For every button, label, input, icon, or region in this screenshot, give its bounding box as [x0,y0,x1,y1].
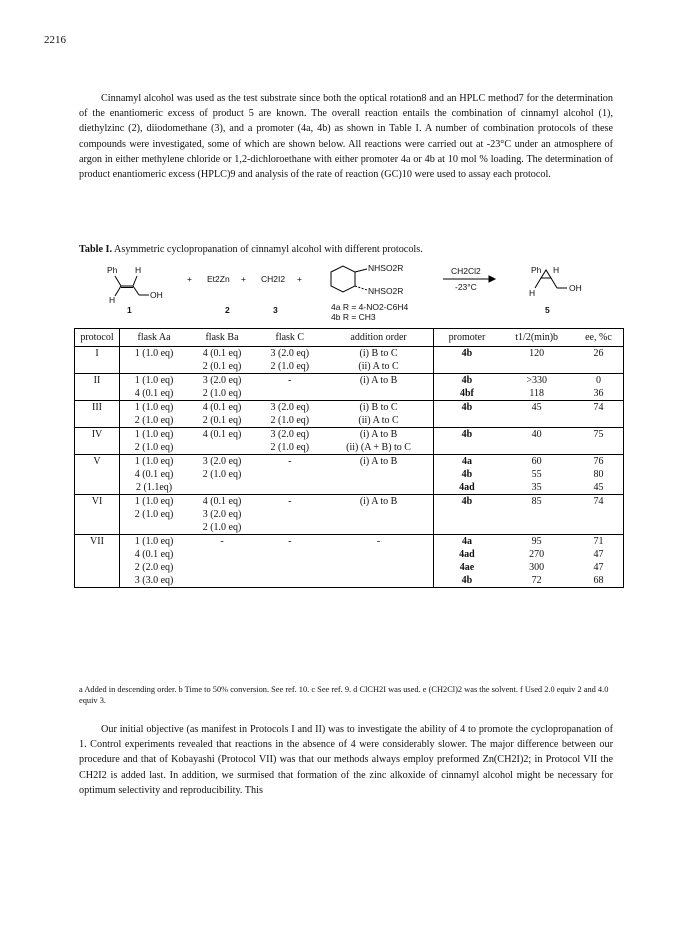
col-header: promoter [434,329,499,347]
table-cell [324,548,434,561]
table-cell [256,574,324,588]
table-cell [499,521,573,535]
table-cell: - [288,536,292,547]
reagent-2: Et2Zn [207,274,230,284]
table-cell: 4 (0.1 eq) [202,429,242,440]
table-row [75,481,624,495]
table-cell [324,561,434,574]
col-header: flask Aa [120,329,189,347]
table-cell [499,508,573,521]
table-cell: 4bf [434,387,499,401]
table-cell [256,548,324,561]
table-cell [574,360,624,374]
table-cell: 2 (0.1 eq) [188,414,256,428]
compound-label-4a: 4a R = 4-NO2-C6H4 [331,302,409,312]
table-header-row [75,329,624,347]
table-cell: 2 (1.1eq) [120,481,189,495]
h-label: H [553,265,560,275]
protocol-cell: III [75,401,120,415]
table-row [75,535,624,549]
col-header: t1/2(min)b [499,329,573,347]
table-cell [256,561,324,574]
page-number: 2216 [44,34,66,46]
table-cell: 0 [574,374,624,388]
compound-label-1: 1 [127,305,132,315]
table-cell [188,481,256,495]
table-cell: 36 [574,387,624,401]
table-cell: 85 [531,496,542,507]
closing-paragraph [79,722,613,798]
table-row [75,574,624,588]
table-cell [574,508,624,521]
table-cell: 4 (0.1 eq) [120,387,189,401]
table-row [75,455,624,469]
table-cell: 4 (0.1 eq) [202,402,242,413]
table-cell: 1 (1.0 eq) [134,348,174,359]
table-row [75,374,624,388]
table-cell: (ii) (A + B) to C [324,441,434,455]
table-cell: - [376,536,381,547]
table-cell: 76 [574,455,624,469]
table-cell [188,574,256,588]
table-cell [499,414,573,428]
protocol-cell [75,548,120,561]
table-cell: 60 [531,456,542,467]
table-cell: 2 (1.0 eq) [120,414,189,428]
protocol-cell: IV [75,428,120,442]
protocol-cell: I [75,347,120,361]
table-cell: 2 (1.0 eq) [120,441,189,455]
compound-label-2: 2 [225,305,230,315]
table-row [75,548,624,561]
table-cell [188,548,256,561]
table-cell: 4b [434,495,499,509]
col-header: protocol [75,329,120,347]
table-cell: (i) A to B [359,456,398,467]
closing-text: Our initial objective (as manifest in Protocols I and II) was to investigate the ability of 4 to promote the cyclopropanation of 1. Control experiments revealed that reactions in the absence of 4 were considerably slower. The major difference between our procedure and that of Kobayashi (Protocol VII) was that our methods always employ preformed Zn(CH2I)2; in Protocol VII the CH2I2 is added last. In addition, we surmised that formation of the zinc alkoxide of cinnamyl alcohol might be necessary for optimum selectivity and reproducibility. This [79,724,613,796]
plus-sign: + [187,274,192,284]
table-cell: 4b [434,401,499,415]
protocol-cell: VII [75,535,120,549]
table-cell: 3 (2.0 eq) [202,509,242,520]
table-footnotes: a Added in descending order. b Time to 50% conversion. See ref. 10. c See ref. 9. d ClCH2I was used. e (CH2Cl)2 was the solvent. f Used 2.0 equiv 2 and 4.0 equiv 3. [79,685,609,705]
promoter-bottom-group: NHSO2R [368,286,404,296]
table-cell: 3 (2.0 eq) [270,348,310,359]
protocol-cell [75,574,120,588]
table-cell: 4 (0.1 eq) [134,549,174,560]
table-cell: 4a [434,455,499,469]
table-cell [499,360,573,374]
intro-paragraph [79,91,613,182]
table-cell: 1 (1.0 eq) [134,375,174,386]
table-row [75,441,624,455]
table-cell [324,574,434,588]
table-cell: 1 (1.0 eq) [134,536,174,547]
table-cell: 47 [574,561,624,574]
table-cell: (i) A to B [359,496,398,507]
table-cell: 80 [574,468,624,481]
table-cell: 55 [531,469,542,480]
table-cell [434,521,499,535]
ph-label: Ph [107,265,118,275]
table-cell [324,468,434,481]
protocol-cell [75,521,120,535]
table-cell: 3 (2.0 eq) [202,456,242,467]
table-cell: >330 [526,375,547,386]
compound-label-4b: 4b R = CH3 [331,312,376,322]
reagent-3: CH2I2 [261,274,286,284]
table-cell: (i) B to C [359,402,398,413]
table-cell: 4a [434,535,499,549]
table-cell: 4b [434,428,499,442]
table-cell: (ii) A to C [324,414,434,428]
table-cell: 3 (2.0 eq) [270,402,310,413]
table-caption [79,244,423,255]
table-row [75,360,624,374]
table-cell [256,468,324,481]
table-cell: 2 (0.1 eq) [188,360,256,374]
table-cell: 26 [574,347,624,361]
protocol-cell [75,468,120,481]
table-cell [434,360,499,374]
reaction-scheme [79,262,613,324]
table-cell: 71 [574,535,624,549]
protocol-cell [75,481,120,495]
table-cell [574,441,624,455]
protocol-cell: V [75,455,120,469]
protocol-cell [75,441,120,455]
table-cell: 2 (1.0 eq) [256,360,324,374]
table-cell [434,414,499,428]
protocol-cell: II [75,374,120,388]
table-row [75,468,624,481]
table-cell: 4 (0.1 eq) [134,469,174,480]
h-label: H [109,295,116,305]
table-cell: 4b [434,374,499,388]
table-cell: 1 (1.0 eq) [134,429,174,440]
protocol-cell [75,360,120,374]
table-cell [188,561,256,574]
col-header: flask Ba [188,329,256,347]
solvent-label: CH2Cl2 [451,266,481,276]
table-row [75,401,624,415]
table-cell [574,521,624,535]
oh-label: OH [569,283,582,293]
table-cell: 2 (1.0 eq) [134,509,174,520]
table-cell: 4b [434,574,499,588]
table-cell: 3 (2.0 eq) [270,429,310,440]
table-cell: 4b [434,468,499,481]
table-cell [434,508,499,521]
ph-label: Ph [531,265,542,275]
protocol-cell [75,561,120,574]
compound-label-5: 5 [545,305,550,315]
plus-sign: + [297,274,302,284]
table-cell [434,441,499,455]
table-cell: (i) A to B [359,429,398,440]
table-cell [324,481,434,495]
h-label: H [529,288,536,298]
table-cell [256,481,324,495]
protocol-cell [75,414,120,428]
table-cell: 2 (1.0 eq) [202,469,242,480]
table-cell: 1 (1.0 eq) [134,496,174,507]
table-cell: 75 [574,428,624,442]
table-cell [256,508,324,521]
h-label: H [135,265,142,275]
table-cell: (i) B to C [359,348,398,359]
col-header: addition order [324,329,434,347]
table-cell: 3 (2.0 eq) [202,375,242,386]
table-cell: 47 [574,548,624,561]
table-cell: 72 [499,574,573,588]
table-cell [256,387,324,401]
table-cell: 40 [531,429,542,440]
table-cell: - [288,496,292,507]
promoter-top-group: NHSO2R [368,263,404,273]
table-cell: 270 [529,549,545,560]
table-cell: 4b [434,347,499,361]
table-cell: 35 [499,481,573,495]
table-cell: - [288,456,292,467]
table-row [75,521,624,535]
table-cell: 74 [574,401,624,415]
table-cell: (ii) A to C [324,360,434,374]
table-cell: 4 (0.1 eq) [202,496,242,507]
table-cell: - [288,375,292,386]
col-header: ee, %c [574,329,624,347]
table-cell [324,521,434,535]
protocol-cell [75,387,120,401]
table-cell: (i) A to B [359,375,398,386]
table-row [75,428,624,442]
table-cell [256,521,324,535]
table-row [75,495,624,509]
table-cell: 1 (1.0 eq) [134,402,174,413]
table-caption-label: Table I. [79,244,113,255]
table-cell: 2 (1.0 eq) [256,441,324,455]
table-cell [324,508,434,521]
table-cell: 118 [499,387,573,401]
table-cell [574,414,624,428]
results-table [74,328,624,588]
table-cell: 68 [574,574,624,588]
table-cell: 300 [529,562,545,573]
col-header: flask C [256,329,324,347]
table-cell: 2 (1.0 eq) [256,414,324,428]
table-row [75,414,624,428]
table-cell: 2 (1.0 eq) [188,387,256,401]
table-cell: 1 (1.0 eq) [134,456,174,467]
table-cell: 4ad [434,481,499,495]
protocol-cell: VI [75,495,120,509]
table-cell: 95 [531,536,542,547]
table-cell [188,441,256,455]
table-row [75,387,624,401]
table-caption-text: Asymmetric cyclopropanation of cinnamyl alcohol with different protocols. [114,244,423,255]
intro-text: Cinnamyl alcohol was used as the test substrate since both the optical rotation8 and an HPLC method7 for the determination of the enantiomeric excess of product 5 are known. The overall reaction entails the combination of cinnamyl alcohol (1), diethylzinc (2), diiodomethane (3), and a promoter (4a, 4b) as shown in Table I. A number of combination protocols of these compounds were investigated, some of which are shown below. All reactions were carried out at -23°C under an atmosphere of argon in either methylene chloride or 1,2-dichloroethane with either promoter 4a or 4b at 10 mol % loading. The determination of product enantiomeric excess (HPLC)9 and analysis of the rate of reaction (GC)10 were used to assay each protocol. [79,93,613,181]
table-body [75,347,624,588]
temperature-label: -23°C [455,282,477,292]
table-cell: 4ae [434,561,499,574]
protocol-cell [75,508,120,521]
table-cell [120,521,189,535]
table-cell: 2 (2.0 eq) [134,562,174,573]
table-cell: 3 (3.0 eq) [120,574,189,588]
oh-label: OH [150,290,163,300]
table-row [75,347,624,361]
plus-sign: + [241,274,246,284]
table-cell: 45 [531,402,542,413]
table-cell: 74 [574,495,624,509]
table-row [75,561,624,574]
table-cell: 2 (1.0 eq) [188,521,256,535]
table-cell: 120 [529,348,545,359]
compound-label-3: 3 [273,305,278,315]
table-cell: 45 [574,481,624,495]
table-cell: - [220,536,224,547]
table-cell: 4ad [434,548,499,561]
table-cell [324,387,434,401]
table-row [75,508,624,521]
table-cell: 4 (0.1 eq) [202,348,242,359]
table-cell [120,360,189,374]
table-cell [499,441,573,455]
